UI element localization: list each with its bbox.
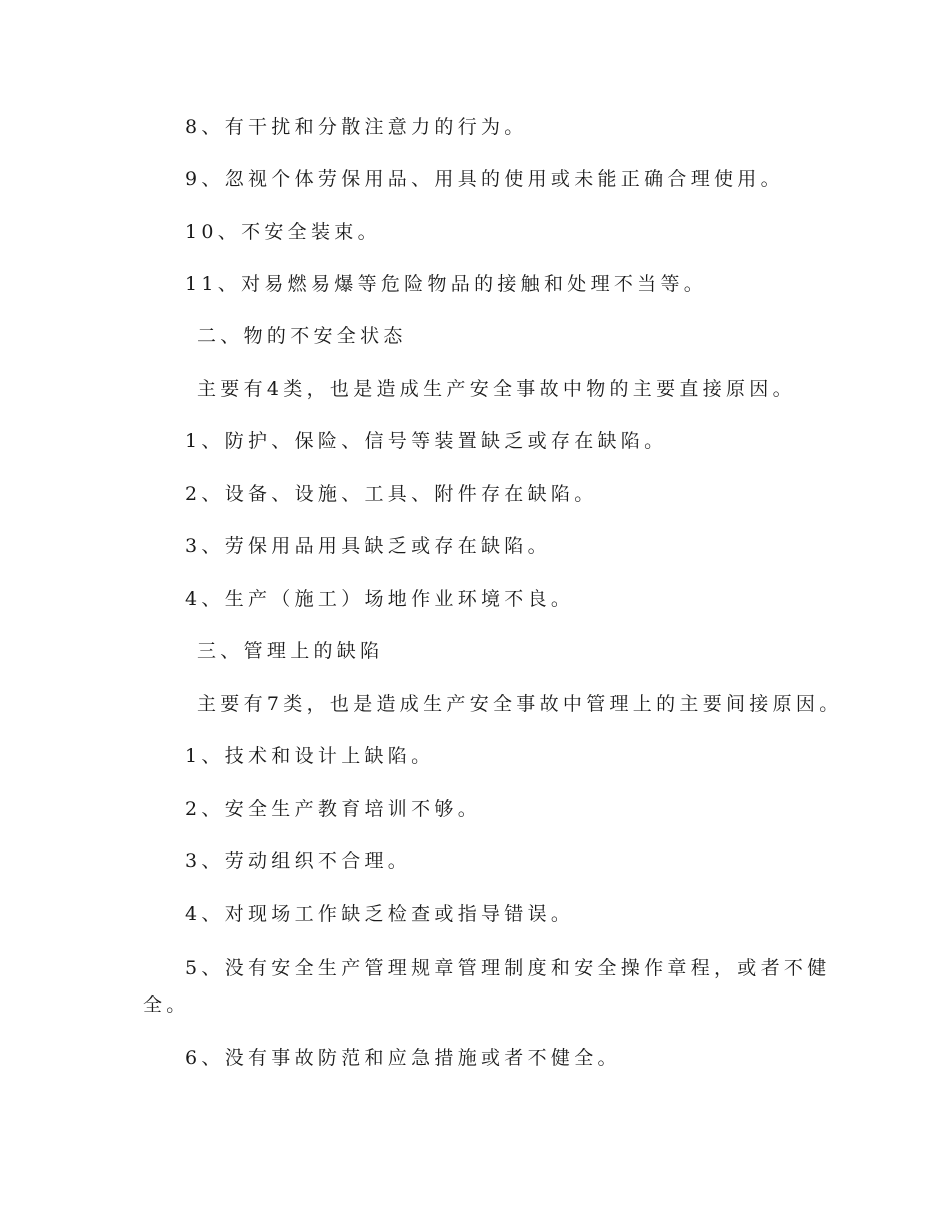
object-item-2: 2、设备、设施、工具、附件存在缺陷。 xyxy=(185,483,598,505)
item-8-line: 8、有干扰和分散注意力的行为。 xyxy=(185,116,528,138)
management-item-2: 2、安全生产教育培训不够。 xyxy=(185,798,481,820)
management-item-1: 1、技术和设计上缺陷。 xyxy=(185,745,435,767)
management-item-5-continuation: 全。 xyxy=(143,994,190,1016)
object-item-3: 3、劳保用品用具缺乏或存在缺陷。 xyxy=(185,535,551,557)
item-10-line: 10、不安全装束。 xyxy=(185,221,381,243)
item-11-line: 11、对易燃易爆等危险物品的接触和处理不当等。 xyxy=(185,273,708,295)
object-item-4: 4、生产（施工）场地作业环境不良。 xyxy=(185,588,575,610)
management-item-6: 6、没有事故防范和应急措施或者不健全。 xyxy=(185,1047,621,1069)
item-9-line: 9、忽视个体劳保用品、用具的使用或未能正确合理使用。 xyxy=(185,168,784,190)
section-heading-2: 二、物的不安全状态 xyxy=(197,325,407,347)
section-intro-3: 主要有7类，也是造成生产安全事故中管理上的主要间接原因。 xyxy=(197,693,843,715)
section-intro-2: 主要有4类，也是造成生产安全事故中物的主要直接原因。 xyxy=(197,378,796,400)
management-item-4: 4、对现场工作缺乏检查或指导错误。 xyxy=(185,903,575,925)
management-item-5: 5、没有安全生产管理规章管理制度和安全操作章程，或者不健 xyxy=(185,957,831,979)
management-item-3: 3、劳动组织不合理。 xyxy=(185,850,412,872)
object-item-1: 1、防护、保险、信号等装置缺乏或存在缺陷。 xyxy=(185,430,668,452)
section-heading-3: 三、管理上的缺陷 xyxy=(197,640,384,662)
